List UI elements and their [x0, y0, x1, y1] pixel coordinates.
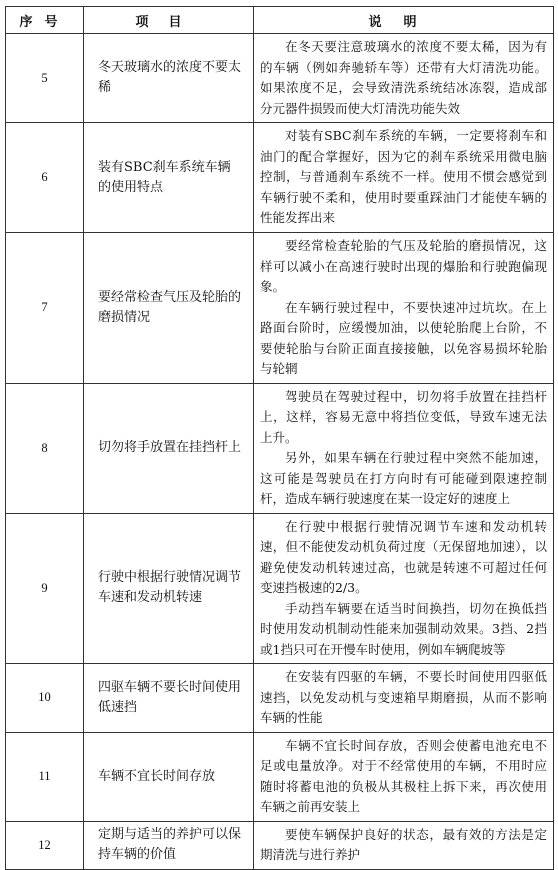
table-header [6, 7, 554, 34]
description-paragraph: 在冬天要注意玻璃水的浓度不要太稀，因为有的车辆（例如奔驰轿车等）还带有大灯清洗功能。如果浓度不足，会导致清洗系统结冰冻裂，造成部分元器件损毁而使大灯清洗功能失效 [260, 39, 547, 116]
description-paragraph: 要使车辆保护良好的状态，最有效的方法是定期清洗与进行养护 [260, 826, 547, 862]
row-number: 8 [6, 383, 84, 513]
row-number: 10 [6, 664, 84, 733]
row-description [254, 664, 554, 733]
table-row [6, 233, 554, 384]
table-row [6, 732, 554, 821]
row-description [254, 233, 554, 384]
table-row [6, 821, 554, 869]
table-row [6, 664, 554, 733]
row-description [254, 34, 554, 123]
description-paragraph: 另外，如果车辆在行驶过程中突然不能加速，这可能是驾驶员在打方向时有可能碰到限速控制杆，造成车辆行驶速度在某一设定好的速度上 [260, 450, 547, 506]
header-description: 说明 [254, 7, 554, 34]
description-paragraph: 要经常检查轮胎的气压及轮胎的磨损情况，这样可以减小在高速行驶时出现的爆胎和行驶跑偏现象。 [260, 238, 547, 294]
table-row [6, 513, 554, 664]
header-number: 序号 [6, 7, 84, 34]
row-item: 定期与适当的养护可以保持车辆的价值 [84, 821, 254, 869]
row-description [254, 732, 554, 821]
description-paragraph: 车辆不宜长时间存放，否则会使蓄电池充电不足或电量放净。对于不经常使用的车辆，不用时应随时将蓄电池的负极从其极柱上拆下来，再次使用车辆之前再安装上 [260, 737, 547, 814]
description-paragraph: 对装有SBC刹车系统的车辆，一定要将刹车和油门的配合掌握好，因为它的刹车系统采用微电脑控制，与普通刹车系统不一样。使用不惯会感觉到车辆行驶不柔和，使用时要重踩油门才能使车辆的性能发挥出来 [260, 128, 547, 226]
header-row [6, 7, 554, 34]
row-description [254, 123, 554, 233]
row-item: 车辆不宜长时间存放 [84, 732, 254, 821]
row-number: 12 [6, 821, 84, 869]
description-paragraph: 在车辆行驶过程中，不要快速冲过坑坎。在上路面台阶时，应缓慢加油，以使轮胎爬上台阶，不要使轮胎与台阶正面直接接触，以免容易损坏轮胎与轮辋 [260, 299, 547, 376]
row-item: 要经常检查气压及轮胎的磨损情况 [84, 233, 254, 384]
table-row [6, 34, 554, 123]
table-row [6, 383, 554, 513]
description-paragraph: 在行驶中根据行驶情况调节车速和发动机转速，但不能使发动机负荷过度（无保留地加速），以避免使发动机转速过高，也就是转速不可超过任何变速挡极速的2/3。 [260, 518, 547, 595]
maintenance-tips-table [5, 6, 554, 870]
row-description [254, 383, 554, 513]
row-item: 行驶中根据行驶情况调节车速和发动机转速 [84, 513, 254, 664]
row-description [254, 513, 554, 664]
row-description [254, 821, 554, 869]
table-row [6, 123, 554, 233]
row-item: 冬天玻璃水的浓度不要太稀 [84, 34, 254, 123]
row-number: 5 [6, 34, 84, 123]
row-number: 7 [6, 233, 84, 384]
row-number: 11 [6, 732, 84, 821]
row-number: 9 [6, 513, 84, 664]
row-item: 装有SBC刹车系统车辆的使用特点 [84, 123, 254, 233]
row-item: 四驱车辆不要长时间使用低速挡 [84, 664, 254, 733]
description-paragraph: 手动挡车辆要在适当时间换挡，切勿在换低挡时使用发动机制动性能来加强制动效果。3挡、2挡或1挡只可在开慢车时使用，例如车辆爬坡等 [260, 600, 547, 657]
header-item: 项目 [84, 7, 254, 34]
description-paragraph: 在安装有四驱的车辆，不要长时间使用四驱低速挡，以免发动机与变速箱早期磨损，从而不影响车辆的性能 [260, 669, 547, 725]
row-item: 切勿将手放置在挂挡杆上 [84, 383, 254, 513]
description-paragraph: 驾驶员在驾驶过程中，切勿将手放置在挂挡杆上，这样，容易无意中将挡位变低，导致车速无法上升。 [260, 388, 547, 445]
row-number: 6 [6, 123, 84, 233]
